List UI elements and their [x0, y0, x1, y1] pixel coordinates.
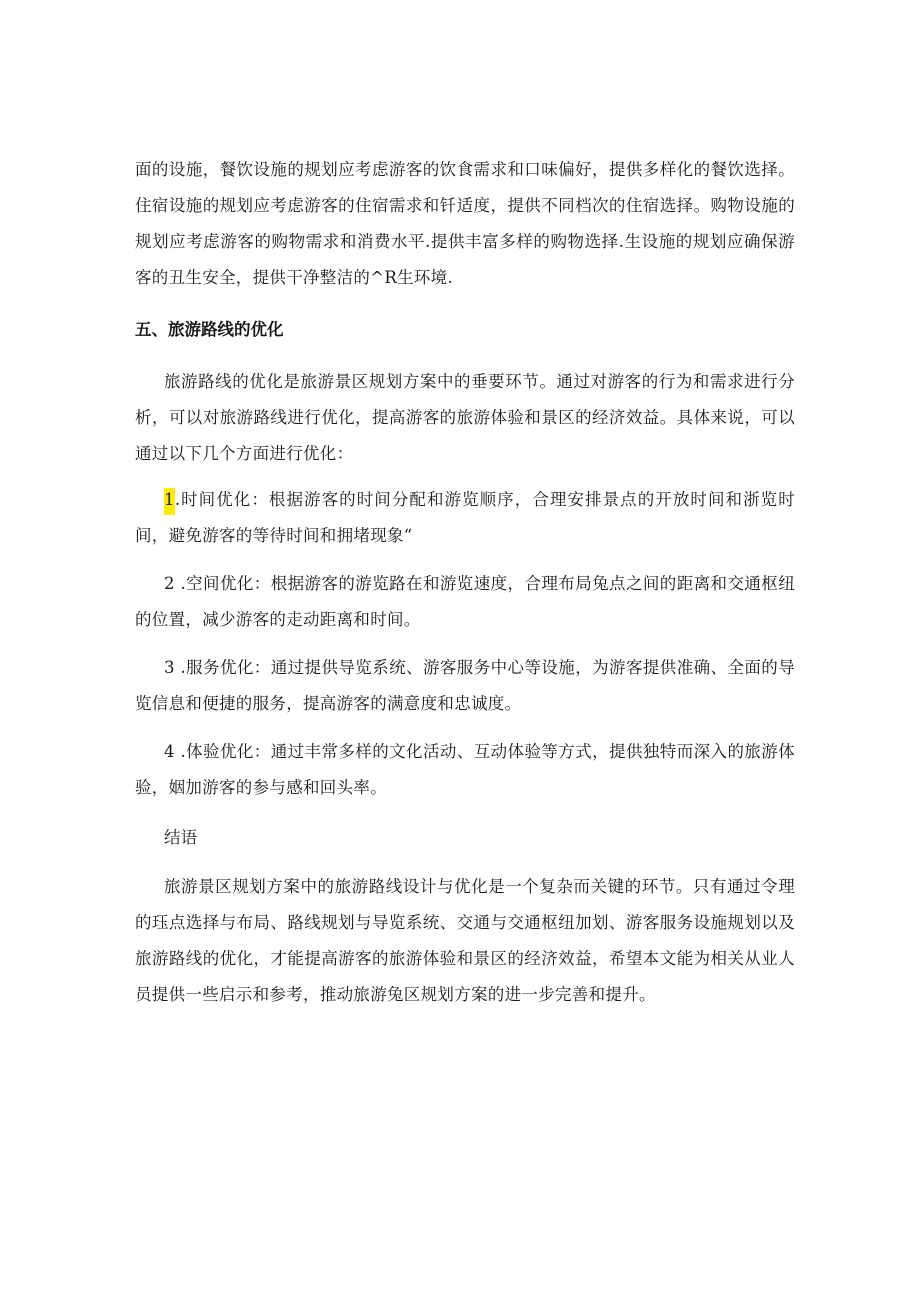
- conclusion-paragraph: 旅游景区规划方案中的旅游路线设计与优化是一个复杂而关键的环节。只有通过令理的珏点选择与布局、路线规划与导览系统、交通与交通枢纽加划、游客服务设施规划以及旅游路线的优化，才能提高游客的旅游体验和景区的经济效益，希望本文能为相关从业人员提供一些启示和参考，推动旅游兔区规划方案的进一步完善和提升。: [135, 877, 795, 1004]
- list-item-experience-optimization: [135, 734, 795, 806]
- list-item-service-optimization: [135, 650, 795, 722]
- list-item-text: .空间优化：根据游客的游览路在和游览速度，合理布局兔点之间的距离和交通枢纽的位置，减少游客的走动距离和时间。: [135, 574, 795, 629]
- list-item-text: .体验优化：通过丰常多样的文化活动、互动体验等方式，提供独特而深入的旅游体验，姻加游客的参与感和回头率。: [135, 742, 795, 797]
- list-item-space-optimization: [135, 566, 795, 638]
- conclusion-heading: 结语: [164, 828, 198, 847]
- list-item-number: 4: [164, 742, 175, 761]
- list-item-text: .时间优化：根据游客的时间分配和游览顺序，合理安排景点的开放时间和浙览时间，避免游客的等待时间和拥堵现象“: [135, 490, 795, 545]
- section-heading: 五、旅游路线的优化: [135, 320, 284, 339]
- list-item-text: .服务优化：通过提供导览系统、游客服务中心等设施，为游客提供准确、全面的导览信息和便捷的服务，提高游客的满意度和忠诚度。: [135, 658, 795, 713]
- section-intro-paragraph: 旅游路线的优化是旅游景区规划方案中的垂要环节。通过对游客的行为和需求进行分析，可以对旅游路线进行优化，提高游客的旅游体验和景区的经济效益。具体来说，可以通过以下几个方面进行优化：: [135, 372, 795, 463]
- list-item-time-optimization: [135, 482, 795, 554]
- list-item-number: 3: [164, 658, 175, 677]
- list-item-number: 2: [164, 574, 175, 593]
- intro-paragraph: 面的设施，餐饮设施的规划应考虑游客的饮食需求和口味偏好，提供多样化的餐饮选择。住宿设施的规划应考虑游客的住宿需求和钎适度，提供不同档次的住宿选择。购物设施的规划应考虑游客的购物需求和消费水平.提供丰富多样的购物选择.生设施的规划应确保游客的丑生安全，提供干净整洁的^R生环境.: [135, 160, 795, 287]
- highlighted-item-number: 1: [164, 488, 175, 515]
